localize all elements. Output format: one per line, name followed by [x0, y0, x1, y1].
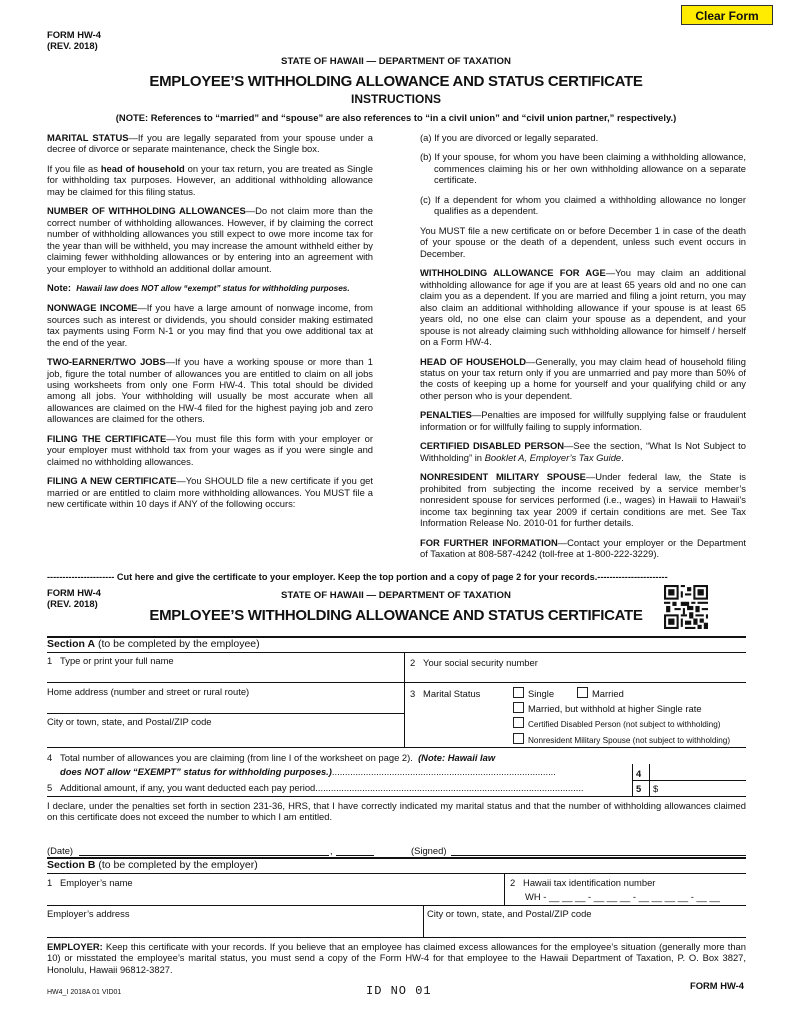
full-name-label: 1 Type or print your full name	[47, 655, 174, 666]
full-name-input[interactable]	[47, 668, 402, 682]
year-input[interactable]	[336, 841, 374, 855]
employer-address-input[interactable]	[47, 920, 421, 936]
new-certificate-paragraph: FILING A NEW CERTIFICATE—You SHOULD file a new certificate if you get married or are entitled to claim more withholding allowances. You MUST file a new certificate within 10 days if ANY of the following occurs:	[47, 475, 373, 510]
two-earner-paragraph: TWO-EARNER/TWO JOBS—If you have a working spouse or more than 1 job, figure the total number of allowances you are entitled to claim on all jobs using worksheets from only one Form HW-4. This total should be divided among all jobs. Your withholding will usually be most accurate when all allowances are claimed on the HW-4 filed for the highest paying job and zero allowances are claimed for the others.	[47, 356, 373, 425]
box-5-label: 5	[636, 783, 642, 794]
filing-certificate-paragraph: FILING THE CERTIFICATE—You must file this form with your employer or your employer must withhold tax from your wages as if you were single and claimed no withholding allowances.	[47, 432, 373, 467]
tax-id-label: 2 Hawaii tax identification number	[510, 877, 656, 888]
cut-line: ---------------------- Cut here and give the certificate to your employer. Keep the top portion and a copy of page 2 for your records.-----------------------	[47, 572, 668, 582]
disabled-person-option[interactable]: Certified Disabled Person (not subject to withholding)	[513, 717, 721, 730]
city-input[interactable]	[47, 729, 402, 745]
employer-city-input[interactable]	[427, 920, 746, 936]
military-spouse-checkbox[interactable]	[513, 733, 524, 744]
home-address-label: Home address (number and street or rural route)	[47, 686, 250, 697]
form-version-code: HW4_I 2018A 01 VID01	[47, 989, 122, 996]
home-address-input[interactable]	[47, 698, 402, 712]
number-allowances-paragraph: NUMBER OF WITHHOLDING ALLOWANCES—Do not claim more than the correct number of withholding allowances. However, if by claiming the correct number of withholding allowances you still expect to owe more income tax for the year than will be withheld, you may increase the amount withheld either by claiming fewer withholding allowances or by entering into an agreement with your employer to withhold an additional dollar amount.	[47, 205, 374, 274]
form-number-label: FORM HW-4	[47, 29, 101, 40]
employer-name-label: 1 Employer’s name	[47, 877, 133, 888]
id-number: ID NO 01	[366, 984, 432, 998]
date-input[interactable]	[79, 841, 329, 855]
nonwage-income-paragraph: NONWAGE INCOME—If you have a large amount of nonwage income, from sources such as interest or dividends, you should consider making estimated tax payments using Form N-1 or you may find that you owe additional tax at the end of the year.	[47, 302, 373, 348]
instructions-right-column	[420, 132, 746, 568]
line-4-note: does NOT allow “EXEMPT” status for withholding purposes.)......................................................................................	[60, 766, 556, 777]
military-spouse-option[interactable]: Nonresident Military Spouse (not subject to withholding)	[513, 733, 730, 746]
hoh-paragraph: HEAD OF HOUSEHOLD—Generally, you may claim head of household filing status on your tax return only if you are unmarried and pay more than 50% of the costs of keeping up a home for yourself and your qualifying child or any other person who is your dependent.	[420, 355, 746, 401]
signed-label: (Signed)	[411, 845, 447, 856]
section-b-heading: Section B (to be completed by the employer)	[47, 859, 258, 871]
married-option[interactable]: Married	[577, 687, 624, 699]
declaration-text: I declare, under the penalties set forth in section 231-36, HRS, that I have correctly indicated my marital status and that the number of withholding allowances claimed on this certificate does not exceed the number to which I am entitled.	[47, 800, 746, 823]
certificate-revision: (REV. 2018)	[47, 598, 98, 609]
must-file-paragraph: You MUST file a new certificate on or before December 1 in case of the death of your spouse or the death of a dependent, unless such event occurs in December.	[420, 224, 746, 259]
dollar-sign: $	[653, 783, 659, 794]
military-spouse-paragraph: NONRESIDENT MILITARY SPOUSE—Under federal law, the State is prohibited from subjecting the income received by a service member’s nonresident spouse for services performed (i.e., wages) in Hawaii to Hawaii’s income tax beginning tax year 2009 if certain conditions are met. See Tax Information Release No. 2010-01 for further details.	[420, 471, 746, 529]
line-5-label: 5 Additional amount, if any, you want deducted each pay period.......................................................................................................	[47, 782, 584, 793]
footer-form-number: FORM HW-4	[690, 980, 744, 991]
form-number	[47, 29, 101, 51]
civil-union-note: (NOTE: References to “married” and “spouse” are also references to “in a civil union” and “civil union partner,” respectively.)	[115, 112, 677, 123]
city-label: City or town, state, and Postal/ZIP code	[47, 716, 212, 727]
form-revision: (REV. 2018)	[47, 40, 98, 51]
ssn-label: 2 Your social security number	[410, 657, 538, 668]
allowances-input[interactable]	[651, 765, 746, 779]
tax-id-input[interactable]: WH - __ __ __ - __ __ __ - __ __ __ __ - __ __	[525, 891, 720, 902]
box-4-label: 4	[636, 768, 642, 779]
section-a-heading: Section A (to be completed by the employee)	[47, 638, 260, 650]
signature-input[interactable]	[451, 841, 746, 855]
further-info-paragraph: FOR FURTHER INFORMATION—Contact your employer or the Department of Taxation at 808-587-4242 (toll-free at 1-800-222-3229).	[420, 536, 746, 560]
instructions-heading: INSTRUCTIONS	[351, 92, 441, 106]
certificate-department: STATE OF HAWAII — DEPARTMENT OF TAXATION	[281, 590, 511, 601]
qr-code	[664, 585, 708, 629]
marital-status-label: 3 Marital Status	[410, 688, 481, 699]
single-checkbox[interactable]	[513, 687, 524, 698]
condition-a: (a) If you are divorced or legally separated.	[420, 132, 599, 143]
certificate-title: EMPLOYEE’S WITHHOLDING ALLOWANCE AND STATUS CERTIFICATE	[149, 607, 643, 624]
disabled-person-checkbox[interactable]	[513, 717, 524, 728]
employer-name-input[interactable]	[47, 889, 502, 903]
instructions-left-column	[47, 132, 373, 518]
condition-b: (b) If your spouse, for whom you have been claiming a withholding allowance, commences claiming his or her own withholding allowance on a separate certificate.	[420, 151, 746, 186]
certificate-form-label: FORM HW-4	[47, 587, 101, 598]
date-label: (Date)	[47, 845, 74, 856]
married-higher-option[interactable]: Married, but withhold at higher Single rate	[513, 702, 702, 714]
employer-instructions: EMPLOYER: Keep this certificate with your records. If you believe that an employee has claimed excess allowances for the employee’s situation (generally more than 10) or misstated the employee’s marital status, you must send a copy of the Form HW-4 for that employee to the Hawaii Department of Taxation, P. O. Box 3827, Honolulu, Hawaii 96812-3827.	[47, 941, 746, 975]
ssn-input[interactable]	[560, 668, 746, 682]
clear-form-button[interactable]: Clear Form	[681, 5, 773, 25]
single-option[interactable]: Single	[513, 687, 554, 699]
employer-city-label: City or town, state, and Postal/ZIP code	[427, 908, 592, 919]
employer-address-label: Employer’s address	[47, 908, 130, 919]
department-heading: STATE OF HAWAII — DEPARTMENT OF TAXATION	[281, 56, 511, 67]
condition-c: (c) If a dependent for whom you claimed a withholding allowance no longer qualifies as a dependent.	[420, 193, 746, 217]
exempt-note: Note: Hawaii law does NOT allow “exempt” status for withholding purposes.	[47, 282, 350, 294]
page-title: EMPLOYEE’S WITHHOLDING ALLOWANCE AND STATUS CERTIFICATE	[149, 73, 643, 90]
disabled-person-paragraph: CERTIFIED DISABLED PERSON—See the section, “What Is Not Subject to Withholding” in Booklet A, Employer’s Tax Guide.	[420, 440, 747, 463]
age-allowance-paragraph: WITHHOLDING ALLOWANCE FOR AGE—You may claim an additional withholding allowance for age if you are at least 65 years old and no one can claim you as a dependent. If you are married and filing a joint return, you may also claim an additional withholding allowance if your spouse is at least 65 years old, no one else can claim your spouse as a dependent, and your spouse is not already claiming such withholding allowance for himself / herself on a Form HW-4.	[420, 267, 747, 348]
married-checkbox[interactable]	[577, 687, 588, 698]
married-higher-checkbox[interactable]	[513, 702, 524, 713]
head-of-household-paragraph: If you file as head of household on your tax return, you are treated as Single for withholding tax purposes. However, an additional withholding allowance may be claimed for this filing status.	[47, 162, 373, 197]
date-comma: ,	[330, 845, 333, 856]
penalties-paragraph: PENALTIES—Penalties are imposed for willfully supplying false or fraudulent information or for willfully failing to supply information.	[420, 409, 746, 432]
line-4-label: 4 Total number of allowances you are claiming (from line I of the worksheet on page 2). (Note: Hawaii law	[47, 752, 496, 763]
additional-amount-input[interactable]	[660, 781, 746, 795]
marital-status-paragraph: MARITAL STATUS—If you are legally separated from your spouse under a decree of divorce or separate maintenance, check the Single box.	[47, 132, 373, 155]
